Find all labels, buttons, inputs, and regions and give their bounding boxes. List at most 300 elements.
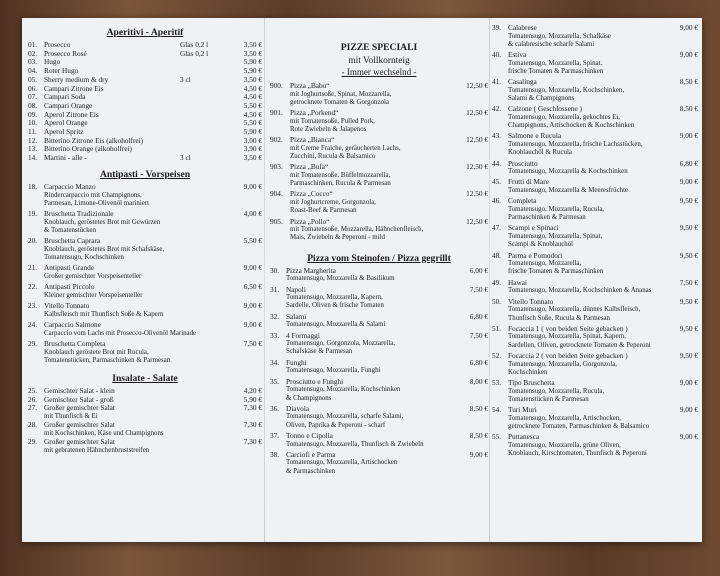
item-name: Frutti di Mare: [508, 178, 549, 187]
item-description: Tomatensugo, Mozzarella, scharfe Salami,: [286, 413, 404, 421]
menu-item-row: [492, 132, 698, 141]
item-description: frische Tomaten & Parmaschinken: [508, 268, 604, 276]
item-number: 31.: [270, 284, 280, 294]
item-name: Großer gemischter Salat: [44, 438, 115, 447]
item-description: mit Tomatensoße, Mozzarella, Hähnchenfleisch,: [290, 226, 424, 234]
item-number: 02.: [28, 48, 38, 58]
item-price: 9,00 €: [679, 131, 698, 141]
speciali-list: [270, 82, 488, 245]
item-price: 12,50 €: [466, 81, 488, 90]
item-number: 48.: [492, 250, 502, 260]
item-description: Kleiner gemischter Vorspeisenteller: [44, 291, 143, 299]
item-price: 12,50 €: [466, 135, 488, 145]
item-number: 13.: [28, 144, 38, 154]
menu-item-row: [270, 451, 488, 460]
menu-item-row: [492, 379, 698, 388]
menu-item-row: [492, 406, 698, 415]
menu-item: [28, 340, 262, 367]
menu-item: [28, 119, 262, 128]
item-description: Kalbsfleisch mit Thunfisch Soße & Kapern: [44, 310, 164, 318]
item-name: Puttanesca: [508, 433, 540, 442]
menu-item-row: [28, 111, 262, 120]
item-number: 43.: [492, 131, 502, 141]
menu-item-row: [28, 387, 262, 396]
item-description: Tomatensugo, Mozzarella, dünnes Kalbsfleisch,: [508, 306, 641, 314]
item-name: Pizza „Pollo“: [290, 217, 330, 226]
item-description: Tomatensugo, Mozzarella, Spinat,: [508, 59, 603, 67]
item-price: 7,50 €: [243, 338, 262, 348]
item-price: 7,30 €: [243, 403, 262, 413]
menu-item-row: [28, 237, 262, 246]
menu-item-row: [28, 340, 262, 349]
item-name: Calabrese: [508, 24, 537, 32]
menu-item: [492, 279, 698, 298]
menu-item-row: [492, 178, 698, 187]
item-price: 8,50 €: [679, 104, 698, 114]
menu-item-row: [28, 76, 262, 85]
item-description: Scampi & Knoblauchöl: [508, 241, 574, 249]
item-price: 9,50 €: [679, 250, 698, 260]
steinofen-list: [270, 267, 488, 478]
menu-item: [28, 404, 262, 421]
item-number: 06.: [28, 83, 38, 93]
menu-item-row: [270, 109, 488, 118]
item-number: 14.: [28, 153, 38, 163]
menu-item: [28, 137, 262, 146]
item-description: Tomatensugo, Mozzarella, Kochschinken: [286, 386, 401, 394]
speciali-subtitle: - Immer wechselnd -: [341, 67, 417, 77]
item-description: Tomatensugo, Mozzarella, Artischocken: [286, 459, 398, 467]
item-spacer: [270, 476, 488, 478]
item-price: 5,50 €: [243, 118, 262, 128]
item-name: Prosecco: [44, 41, 71, 49]
item-description: Roast-Beef & Parmesan: [290, 207, 357, 215]
menu-item-row: [492, 352, 698, 361]
item-description: Sardelle, Oliven & frische Tomaten: [286, 302, 384, 310]
item-description: Tomatensugo, Mozzarella, Kapern,: [286, 294, 383, 302]
item-description: mit Kochschinken, Käse und Champignons: [44, 429, 164, 437]
item-quantity: [180, 137, 224, 146]
item-price: 9,50 €: [679, 350, 698, 360]
item-price: 5,50 €: [243, 236, 262, 246]
menu-item: [270, 359, 488, 378]
item-name: Casalinga: [508, 78, 537, 87]
item-name: Pizza „Bianca“: [290, 136, 335, 145]
item-price: 7,50 €: [469, 330, 488, 340]
menu-item-row: [28, 302, 262, 311]
item-number: 30.: [270, 265, 280, 275]
item-name: Großer gemischter Salat: [44, 404, 115, 413]
antipasti-heading: Antipasti - Vorspeisen: [99, 168, 191, 180]
item-price: 3,00 €: [243, 135, 262, 145]
item-description: Tomatensugo, Mozzarella, Rucula,: [508, 387, 605, 395]
item-name: Bruschetta Caprara: [44, 237, 101, 246]
item-description: Parmaschinken & Parmesan: [508, 214, 586, 222]
menu-item-row: [28, 404, 262, 413]
item-name: Parma e Pomodori: [508, 251, 563, 260]
menu-item: [492, 132, 698, 159]
item-name: Großer gemischter Salat: [44, 421, 115, 430]
menu-item-row: [28, 438, 262, 447]
menu-item: [28, 237, 262, 264]
menu-item: [28, 183, 262, 210]
item-description: mit Thunfisch & Ei: [44, 413, 98, 421]
item-description: Tomatensugo, Mozzarella & Meeresfrüchte: [508, 187, 629, 195]
item-spacer: [28, 365, 262, 367]
item-number: 901.: [270, 108, 283, 118]
item-name: Gemischter Salat - klein: [44, 386, 115, 395]
item-price: 5,90 €: [243, 66, 262, 76]
insalate-heading: Insalate - Salate: [112, 372, 178, 384]
item-description: Carpaccio vom Lachs mit Prosecco-Olivenöl Marinade: [44, 329, 197, 337]
item-number: 05.: [28, 74, 38, 84]
item-number: 26.: [28, 394, 38, 404]
item-name: Hawai: [508, 278, 528, 287]
item-name: Turi Muri: [508, 406, 537, 415]
menu-item: [492, 51, 698, 78]
item-price: 7,30 €: [243, 437, 262, 447]
menu-column-right: [492, 24, 698, 538]
menu-item-row: [492, 252, 698, 261]
menu-item: [28, 41, 262, 50]
item-description: Tomatensugo, Mozzarella, Rucula,: [508, 206, 605, 214]
item-price: 6,00 €: [469, 265, 488, 275]
item-name: Vitello Tonnato: [44, 301, 90, 310]
item-name: Calzone ( Geschlossene ): [508, 105, 582, 114]
menu-item-row: [28, 210, 262, 219]
item-name: Campari Soda: [44, 93, 86, 102]
menu-column-middle: [270, 24, 488, 538]
item-name: Pizza „Cocco“: [290, 190, 333, 199]
item-number: 34.: [270, 357, 280, 367]
item-name: Antipasti Piccolo: [44, 283, 95, 292]
menu-item-row: [492, 279, 698, 288]
menu-item: [270, 109, 488, 136]
item-number: 903.: [270, 162, 283, 172]
menu-item-row: [270, 136, 488, 145]
item-name: Completa: [508, 197, 537, 206]
item-description: mit Joghurtsoße, Spinat, Mozzarella,: [290, 90, 392, 98]
item-price: 9,00 €: [679, 50, 698, 60]
item-description: Knoblauch, Kirschtomaten, Thunfisch & Peperoni: [508, 450, 647, 458]
item-number: 51.: [492, 323, 502, 333]
item-name: Napoli: [286, 285, 306, 294]
item-description: Mais, Zwiebeln & Peperoni - mild: [290, 234, 385, 242]
menu-item: [28, 128, 262, 137]
menu-item: [492, 224, 698, 251]
item-number: 23.: [28, 300, 38, 310]
item-number: 24.: [28, 319, 38, 329]
item-spacer: [270, 243, 488, 245]
menu-item-row: [270, 405, 488, 414]
item-description: frische Tomaten & Parmaschinken: [508, 68, 604, 76]
item-name: Diavola: [286, 404, 310, 413]
item-price: 12,50 €: [466, 162, 488, 172]
item-price: 4,00 €: [243, 208, 262, 218]
item-name: Bitterino Orange (alkoholfrei): [44, 145, 132, 154]
item-quantity: 3 cl: [180, 74, 191, 84]
item-description: Tomatensugo, Mozzarella, Kochschinken & Ananas: [508, 287, 652, 295]
item-price: 6,80 €: [469, 357, 488, 367]
item-price: 6,80 €: [679, 158, 698, 168]
item-description: Rote Zwiebeln & Jalapenos: [290, 126, 367, 134]
item-number: 09.: [28, 109, 38, 119]
item-price: 4,50 €: [243, 92, 262, 102]
item-price: 9,00 €: [679, 405, 698, 415]
item-number: 50.: [492, 296, 502, 306]
item-number: 18.: [28, 181, 38, 191]
item-number: 41.: [492, 77, 502, 87]
menu-item-row: [270, 313, 488, 322]
menu-item: [28, 93, 262, 102]
item-name: Focaccia 1 ( von beiden Seite gebacken ): [508, 324, 628, 333]
item-description: Knoblauchöl & Rucula: [508, 149, 572, 157]
item-name: Tipo Bruschetta: [508, 378, 555, 387]
item-number: 902.: [270, 135, 283, 145]
menu-item: [270, 378, 488, 405]
item-description: Sardellen, Oliven, getrocknete Tomaten & Peperoni: [508, 341, 651, 349]
item-number: 29.: [28, 338, 38, 348]
item-price: 9,00 €: [679, 377, 698, 387]
item-description: Tomatensugo, Mozzarella, Spinat,: [508, 233, 603, 241]
item-description: Tomatensugo, Mozzarella & Kochschinken: [508, 168, 628, 176]
item-description: Tomatensugo, Mozzarella & Basilikum: [286, 275, 395, 283]
item-description: Oliven, Paprika & Peperoni - scharf: [286, 421, 386, 429]
item-description: Tomatensugo, Mozzarella,: [508, 260, 582, 268]
item-number: 25.: [28, 385, 38, 395]
item-description: Kochschinken: [508, 368, 548, 376]
item-price: 5,90 €: [243, 57, 262, 67]
item-price: 8,50 €: [469, 403, 488, 413]
item-price: 9,00 €: [679, 432, 698, 442]
item-description: & Parmaschinken: [286, 467, 336, 475]
menu-item: [270, 313, 488, 332]
item-quantity: [180, 85, 224, 94]
menu-item: [28, 145, 262, 154]
pizza-list-continued: [492, 24, 698, 460]
item-description: Großer gemischter Vorspeisenteller: [44, 272, 142, 280]
item-description: Tomatensugo, Mozzarella, frische Lachsstücken,: [508, 141, 643, 149]
insalate-list: [28, 387, 262, 455]
menu-item: [28, 50, 262, 59]
item-description: Tomatensugo, Mozzarella, Funghi: [286, 367, 381, 375]
item-name: Bruschetta Tradizionale: [44, 209, 114, 218]
menu-item: [28, 154, 262, 163]
item-price: 5,50 €: [243, 100, 262, 110]
item-name: Prosecco Rosé: [44, 49, 87, 58]
menu-item: [28, 438, 262, 455]
menu-item-row: [28, 183, 262, 192]
item-number: 55.: [492, 432, 502, 442]
item-name: Bruschetta Completa: [44, 339, 106, 348]
menu-item-row: [270, 286, 488, 295]
item-description: & calabresische scharfe Salami: [508, 40, 595, 48]
menu-item: [28, 85, 262, 94]
steinofen-heading: Pizza vom Steinofen / Pizza gegrillt: [307, 252, 451, 264]
menu-item: [492, 325, 698, 352]
item-number: 29.: [28, 437, 38, 447]
item-description: Tomatensugo, Mozzarella, Gorgonzola,: [508, 360, 618, 368]
menu-item: [28, 302, 262, 321]
item-name: Pizza „Porkend“: [290, 109, 339, 118]
item-price: 9,00 €: [469, 449, 488, 459]
item-quantity: [180, 58, 224, 67]
item-name: Roter Hugo: [44, 67, 79, 76]
item-description: Tomatensugo, Mozzarella, Spinat, Kapern,: [508, 333, 626, 341]
item-price: 12,50 €: [466, 108, 488, 118]
item-number: 49.: [492, 277, 502, 287]
menu-item-row: [28, 421, 262, 430]
menu-item-row: [28, 93, 262, 102]
menu-item: [28, 210, 262, 237]
item-description: Tomatensugo, Mozzarella, Artischocken,: [508, 414, 621, 422]
item-name: Sherry medium & dry: [44, 75, 109, 84]
item-name: Funghi: [286, 358, 307, 367]
menu-item-row: [270, 190, 488, 199]
aperitivi-heading: Aperitivi - Aperitif: [106, 27, 184, 38]
menu-item: [270, 405, 488, 432]
menu-item-row: [270, 432, 488, 441]
menu-item: [28, 264, 262, 283]
menu-item-row: [492, 433, 698, 442]
item-price: 7,50 €: [469, 284, 488, 294]
menu-item: [28, 387, 262, 396]
menu-item: [28, 67, 262, 76]
item-name: Vitello Tonnato: [508, 297, 554, 306]
item-name: Hugo: [44, 58, 61, 67]
menu-item-row: [492, 160, 698, 169]
item-price: 7,50 €: [679, 277, 698, 287]
item-description: Parmaschinken, Rucula & Parmesan: [290, 180, 391, 188]
item-price: 9,50 €: [679, 323, 698, 333]
item-quantity: [180, 102, 224, 111]
menu-column-left: [28, 24, 262, 538]
menu-item-row: [28, 67, 262, 76]
item-name: Focaccia 2 ( von beiden Seite gebacken ): [508, 351, 628, 360]
item-number: 53.: [492, 377, 502, 387]
menu-item-row: [492, 24, 698, 33]
antipasti-list: [28, 183, 262, 367]
menu-item-row: [270, 82, 488, 91]
menu-item-row: [492, 51, 698, 60]
item-number: 52.: [492, 350, 502, 360]
item-price: 8,00 €: [469, 376, 488, 386]
item-number: 905.: [270, 216, 283, 226]
item-name: Salami: [286, 312, 307, 321]
item-description: & Champignons: [286, 394, 332, 402]
item-number: 38.: [270, 449, 280, 459]
item-price: 6,50 €: [243, 282, 262, 292]
item-number: 07.: [28, 92, 38, 102]
menu-item-row: [28, 58, 262, 67]
item-price: 9,50 €: [679, 296, 698, 306]
item-number: 22.: [28, 282, 38, 292]
menu-item-row: [270, 163, 488, 172]
item-name: Pizza „Babu“: [290, 82, 330, 90]
item-description: Zucchini, Rucula & Balsamico: [290, 153, 376, 161]
menu-item-row: [270, 267, 488, 276]
item-price: 3,50 €: [243, 153, 262, 163]
menu-item-row: [492, 224, 698, 233]
item-description: Parmesan, Limone-Olivenöl mariniert: [44, 199, 150, 207]
item-price: 12,50 €: [466, 216, 488, 226]
item-name: Prosciutto e Funghi: [286, 377, 344, 386]
item-number: 19.: [28, 208, 38, 218]
menu-item: [28, 321, 262, 340]
menu-item-row: [270, 218, 488, 227]
menu-item-row: [28, 119, 262, 128]
item-description: Knoblauch, geröstetes Brot mit Gewürzen: [44, 218, 161, 226]
item-name: Estiva: [508, 51, 527, 60]
item-description: Knoblauch, geröstetes Brot mit Schafskäse,: [44, 245, 165, 253]
item-description: Tomatensugo, Mozzarella, gekochtes Ei,: [508, 114, 621, 122]
fold-line-right: [489, 18, 490, 542]
menu-item-row: [28, 283, 262, 292]
item-number: 40.: [492, 50, 502, 60]
item-price: 3,50 €: [243, 74, 262, 84]
item-price: 3,50 €: [243, 48, 262, 58]
item-number: 54.: [492, 405, 502, 415]
menu-item-row: [28, 85, 262, 94]
item-description: Tomatensugo, Mozzarella, Schafkäse: [508, 32, 611, 40]
item-price: 4,50 €: [243, 109, 262, 119]
item-description: getrocknete Tomaten & Gorgonzola: [290, 98, 389, 106]
menu-item: [270, 332, 488, 359]
item-number: 47.: [492, 223, 502, 233]
menu-item: [270, 267, 488, 286]
item-description: mit Creme Fraiche, geräucherten Lachs,: [290, 144, 401, 152]
item-price: 9,00 €: [243, 319, 262, 329]
menu-item: [28, 421, 262, 438]
menu-item: [28, 396, 262, 405]
item-price: 4,50 €: [243, 83, 262, 93]
item-quantity: [180, 119, 224, 128]
menu-item: [492, 433, 698, 460]
item-description: Salami & Champignons: [508, 95, 575, 103]
item-quantity: [180, 111, 224, 120]
menu-item-row: [270, 359, 488, 368]
menu-item: [28, 102, 262, 111]
item-description: Tomatensugo, Gorgonzola, Mozzarella,: [286, 340, 396, 348]
menu-item-row: [28, 128, 262, 137]
item-number: 900.: [270, 81, 283, 90]
item-price: 3,90 €: [243, 144, 262, 154]
item-number: 46.: [492, 196, 502, 206]
item-quantity: Glas 0,2 l: [180, 48, 209, 58]
item-name: Gemischter Salat - groß: [44, 395, 114, 404]
item-number: 21.: [28, 263, 38, 273]
item-number: 11.: [28, 127, 37, 137]
item-number: 37.: [270, 430, 280, 440]
item-name: Martini - alle -: [44, 154, 87, 163]
item-number: 42.: [492, 104, 502, 114]
menu-item-row: [28, 41, 262, 50]
item-name: Antipasti Grande: [44, 264, 95, 273]
item-price: 9,50 €: [679, 223, 698, 233]
menu-item: [492, 252, 698, 279]
item-description: Tomatensugo, Mozzarella, Kochschinken,: [508, 86, 625, 94]
menu-item-row: [492, 78, 698, 87]
menu-item: [270, 286, 488, 313]
item-description: Champignons, Artischocken & Kochschinken: [508, 122, 635, 130]
item-price: 8,50 €: [679, 77, 698, 87]
menu-item: [270, 136, 488, 163]
menu-item: [270, 82, 488, 109]
item-price: 6,80 €: [469, 311, 488, 321]
aperitivi-list: [28, 41, 262, 163]
item-number: 03.: [28, 57, 38, 67]
menu-item: [492, 160, 698, 179]
